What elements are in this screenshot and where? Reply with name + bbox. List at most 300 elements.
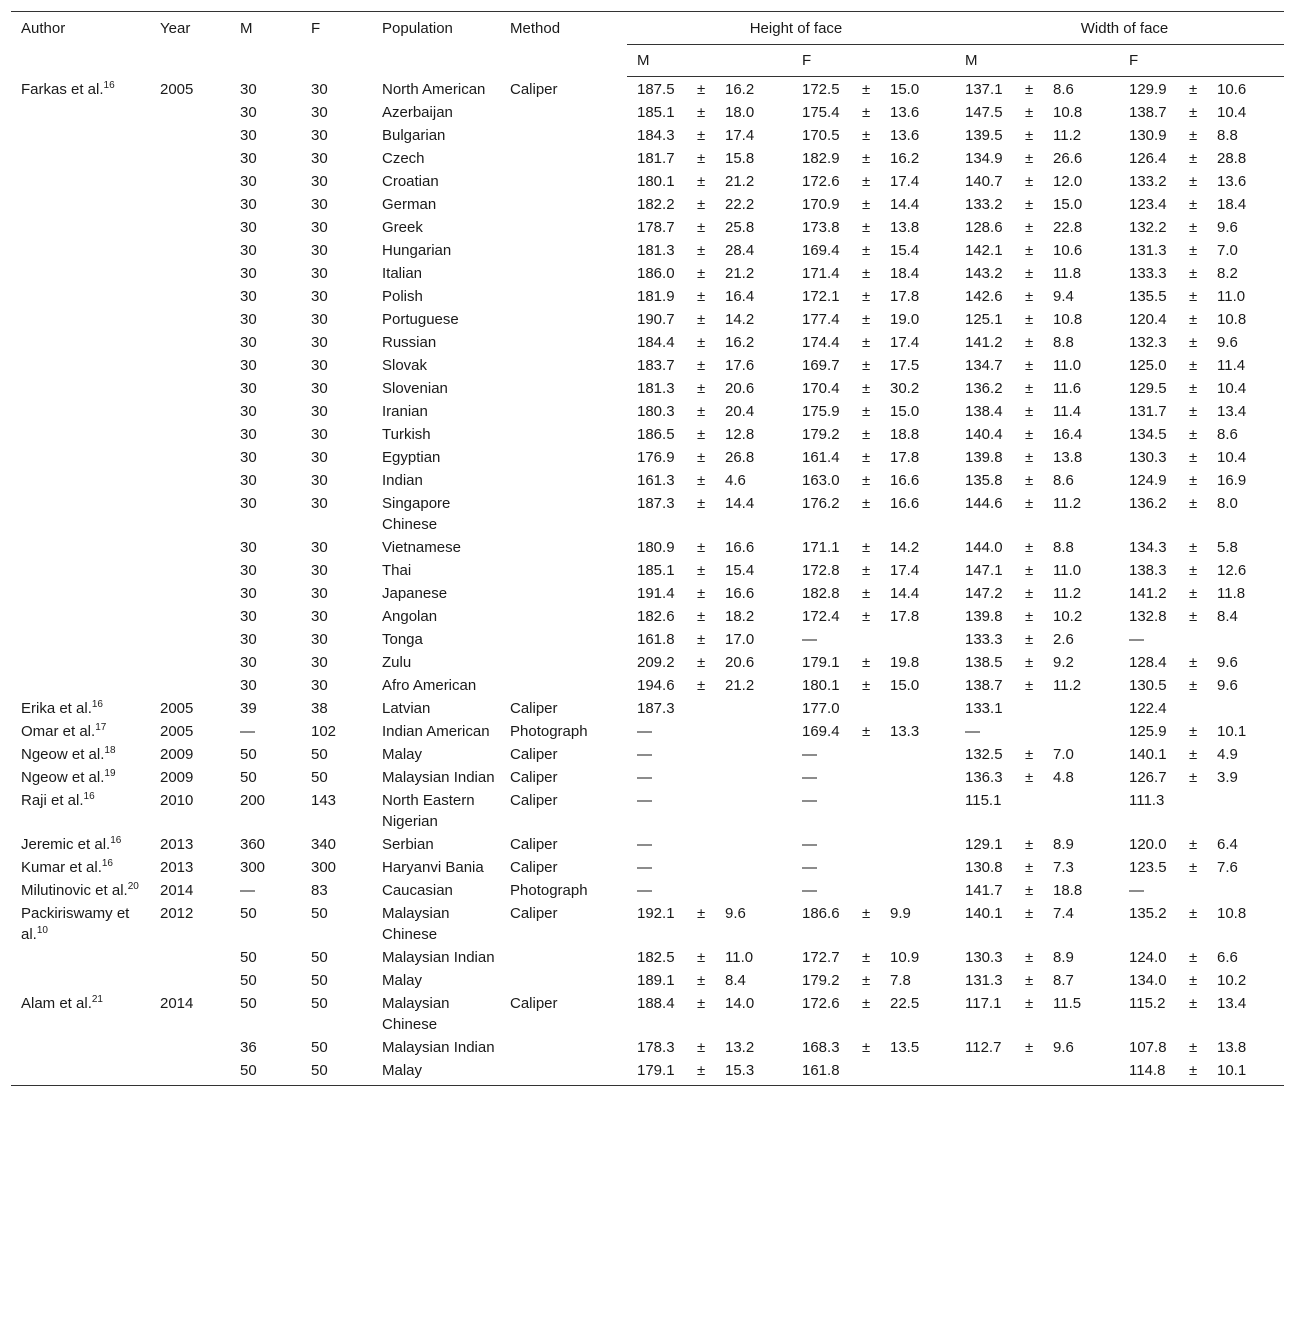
sd-value: 10.8 — [1217, 311, 1247, 328]
mean-value: 130.5 — [1129, 677, 1167, 694]
height-male-cell — [627, 721, 792, 744]
year-cell: 2005 — [160, 700, 194, 717]
plus-minus: ± — [862, 472, 871, 489]
plus-minus: ± — [1025, 242, 1034, 259]
sd-value: 16.6 — [890, 495, 920, 512]
width-male-cell — [955, 721, 1119, 744]
author-cell — [11, 355, 150, 378]
population-cell: Malaysian Indian — [382, 769, 495, 786]
mean-value: 132.3 — [1129, 334, 1167, 351]
sd-value: 13.6 — [890, 127, 920, 144]
population-cell: Malay — [372, 1060, 500, 1086]
face-dimensions-table — [11, 11, 1284, 1086]
female-count-cell: 30 — [311, 449, 328, 466]
height-male-cell — [627, 332, 792, 355]
mean-value: 182.5 — [637, 949, 675, 966]
mean-value: 186.0 — [637, 265, 675, 282]
author-cell — [11, 834, 150, 857]
year-cell — [150, 447, 230, 470]
female-count-cell: 30 — [311, 104, 328, 121]
mean-value: 133.3 — [965, 631, 1003, 648]
population-cell: Afro American — [382, 677, 477, 694]
width-male-cell — [955, 675, 1119, 698]
width-male-cell — [955, 560, 1119, 583]
height-female-cell — [792, 629, 955, 652]
plus-minus: ± — [862, 972, 871, 989]
author-name: Kumar et al. — [21, 859, 102, 876]
population-cell: Azerbaijan — [382, 104, 453, 121]
population-cell: Egyptian — [382, 449, 441, 466]
female-count-cell: 30 — [311, 173, 328, 190]
plus-minus: ± — [1025, 265, 1034, 282]
plus-minus: ± — [862, 1039, 871, 1056]
method-cell — [500, 470, 627, 493]
height-female-cell — [792, 263, 955, 286]
mean-value: 161.8 — [637, 631, 675, 648]
width-male-cell — [955, 217, 1119, 240]
sd-value: 14.4 — [890, 585, 920, 602]
width-male-cell — [955, 790, 1119, 834]
sd-value: 11.4 — [1217, 357, 1246, 374]
author-cell — [11, 970, 150, 993]
table-row — [11, 606, 1284, 629]
reference-number: 20 — [127, 881, 139, 892]
population-cell: Iranian — [382, 403, 428, 420]
height-female-cell — [792, 947, 955, 970]
sd-value: 10.4 — [1217, 380, 1247, 397]
mean-value: 180.1 — [637, 173, 675, 190]
plus-minus: ± — [1189, 426, 1198, 443]
width-male-cell — [955, 77, 1119, 103]
mean-value: 182.6 — [637, 608, 675, 625]
year-cell — [150, 102, 230, 125]
width-female-cell — [1119, 378, 1284, 401]
mean-value: 134.5 — [1129, 426, 1167, 443]
sd-value: 26.6 — [1053, 150, 1083, 167]
height-female-cell — [792, 880, 955, 903]
height-female-cell — [792, 970, 955, 993]
male-count-cell: 30 — [240, 80, 257, 98]
year-cell — [150, 332, 230, 355]
plus-minus: ± — [1189, 949, 1198, 966]
sd-value: 3.9 — [1217, 769, 1238, 786]
sd-value: 12.6 — [1217, 562, 1247, 579]
year-cell — [150, 171, 230, 194]
sd-value: 13.3 — [890, 723, 920, 740]
year-cell — [150, 629, 230, 652]
width-female-cell — [1119, 834, 1284, 857]
col-height-of-face: Height of face — [627, 12, 955, 45]
height-female-cell — [792, 675, 955, 698]
mean-value: 180.9 — [637, 539, 675, 556]
mean-value: 172.1 — [802, 288, 840, 305]
mean-value: 180.1 — [802, 677, 840, 694]
population-cell: Vietnamese — [382, 539, 461, 556]
plus-minus: ± — [1025, 677, 1034, 694]
method-cell — [500, 629, 627, 652]
sd-value: 17.0 — [725, 631, 755, 648]
plus-minus: ± — [862, 723, 871, 740]
plus-minus: ± — [1189, 127, 1198, 144]
plus-minus: ± — [697, 995, 706, 1012]
mean-value: 141.7 — [965, 882, 1003, 899]
female-count-cell: 30 — [311, 265, 328, 282]
height-male-cell — [627, 194, 792, 217]
width-male-cell — [955, 880, 1119, 903]
author-cell — [11, 263, 150, 286]
sd-value: 9.6 — [1217, 334, 1238, 351]
mean-value: 185.1 — [637, 562, 675, 579]
author-cell — [11, 332, 150, 355]
male-count-cell: 50 — [240, 746, 257, 763]
height-male-cell — [627, 629, 792, 652]
plus-minus: ± — [697, 150, 706, 167]
female-count-cell: 30 — [311, 608, 328, 625]
population-cell: Slovenian — [382, 380, 448, 397]
method-cell — [500, 125, 627, 148]
mean-value: 136.2 — [965, 380, 1003, 397]
author-cell — [11, 171, 150, 194]
plus-minus: ± — [862, 196, 871, 213]
plus-minus: ± — [1189, 836, 1198, 853]
plus-minus: ± — [1189, 196, 1198, 213]
author-cell — [11, 1060, 150, 1086]
plus-minus: ± — [697, 677, 706, 694]
height-female-cell — [792, 447, 955, 470]
plus-minus: ± — [1025, 357, 1034, 374]
population-cell: North Eastern Nigerian — [382, 792, 475, 830]
sd-value: 8.8 — [1053, 334, 1074, 351]
width-female-cell — [1119, 77, 1284, 103]
mean-value: 125.0 — [1129, 357, 1167, 374]
height-male-cell — [627, 1060, 792, 1086]
width-female-cell — [1119, 332, 1284, 355]
mean-value: 190.7 — [637, 311, 675, 328]
plus-minus: ± — [697, 562, 706, 579]
mean-value: 115.2 — [1129, 995, 1166, 1012]
width-female-cell — [1119, 424, 1284, 447]
female-count-cell: 50 — [311, 1039, 328, 1056]
year-cell: 2012 — [160, 905, 194, 922]
male-count-cell: 30 — [240, 677, 257, 694]
width-female-cell — [1119, 698, 1284, 721]
plus-minus: ± — [862, 81, 871, 98]
table-row — [11, 332, 1284, 355]
width-female-cell — [1119, 880, 1284, 903]
male-count-cell: 50 — [240, 905, 257, 922]
sd-value: 12.8 — [725, 426, 755, 443]
sd-value: 16.2 — [890, 150, 920, 167]
plus-minus: ± — [1025, 995, 1034, 1012]
plus-minus: ± — [1189, 173, 1198, 190]
table-row — [11, 1060, 1284, 1086]
height-female-cell — [792, 125, 955, 148]
mean-value: 126.4 — [1129, 150, 1167, 167]
sd-value: 15.0 — [1053, 196, 1083, 213]
population-cell: Tonga — [382, 631, 423, 648]
col-m: M — [230, 12, 301, 77]
width-male-cell — [955, 993, 1119, 1037]
height-male-cell — [627, 424, 792, 447]
mean-value: 132.8 — [1129, 608, 1167, 625]
width-male-cell — [955, 309, 1119, 332]
sd-value: 14.2 — [725, 311, 755, 328]
population-cell: Russian — [382, 334, 437, 351]
mean-value: 161.8 — [802, 1062, 840, 1079]
mean-value: 177.4 — [802, 311, 840, 328]
author-cell — [11, 857, 150, 880]
male-count-cell: 50 — [230, 1060, 301, 1086]
population-cell: Indian American — [382, 723, 490, 740]
sd-value: 8.9 — [1053, 949, 1074, 966]
female-count-cell: 30 — [311, 150, 328, 167]
mean-value: 187.3 — [637, 495, 675, 512]
mean-value: 172.8 — [802, 562, 840, 579]
method-cell — [500, 378, 627, 401]
table-row — [11, 721, 1284, 744]
mean-value: 176.9 — [637, 449, 675, 466]
height-male-cell — [627, 470, 792, 493]
width-female-cell — [1119, 903, 1284, 947]
height-female-cell — [792, 560, 955, 583]
sd-value: 8.7 — [1053, 972, 1074, 989]
mean-value: 125.9 — [1129, 723, 1167, 740]
female-count-cell: 50 — [311, 972, 328, 989]
mean-value: 140.4 — [965, 426, 1003, 443]
table-row — [11, 217, 1284, 240]
width-male-cell — [955, 834, 1119, 857]
mean-value: 147.5 — [965, 104, 1003, 121]
table-row — [11, 171, 1284, 194]
height-male-cell — [627, 993, 792, 1037]
mean-value: 135.8 — [965, 472, 1003, 489]
table-row — [11, 447, 1284, 470]
mean-value: — — [802, 859, 817, 876]
plus-minus: ± — [697, 495, 706, 512]
female-count-cell: 30 — [311, 380, 328, 397]
plus-minus: ± — [697, 631, 706, 648]
male-count-cell: 30 — [240, 426, 257, 443]
year-cell — [150, 286, 230, 309]
plus-minus: ± — [1025, 769, 1034, 786]
year-cell — [150, 560, 230, 583]
plus-minus: ± — [1189, 449, 1198, 466]
population-cell: Hungarian — [382, 242, 452, 259]
plus-minus: ± — [1189, 654, 1198, 671]
table-row — [11, 148, 1284, 171]
width-female-cell — [1119, 102, 1284, 125]
mean-value: 140.7 — [965, 173, 1003, 190]
male-count-cell: 50 — [240, 769, 257, 786]
table-row — [11, 652, 1284, 675]
height-female-cell — [792, 698, 955, 721]
author-name: Alam et al. — [21, 995, 92, 1012]
sd-value: 8.0 — [1217, 495, 1238, 512]
sd-value: 17.6 — [725, 357, 755, 374]
mean-value: 140.1 — [965, 905, 1003, 922]
sd-value: 13.4 — [1217, 403, 1247, 420]
height-female-cell — [792, 606, 955, 629]
plus-minus: ± — [697, 219, 706, 236]
plus-minus: ± — [1189, 242, 1198, 259]
mean-value: 129.9 — [1129, 81, 1167, 98]
sd-value: 16.2 — [725, 81, 755, 98]
method-cell — [500, 447, 627, 470]
plus-minus: ± — [1025, 495, 1034, 512]
year-cell: 2010 — [160, 792, 194, 809]
sd-value: 17.4 — [890, 173, 920, 190]
mean-value: 132.5 — [965, 746, 1003, 763]
author-cell — [11, 629, 150, 652]
height-female-cell — [792, 1037, 955, 1060]
sd-value: 18.8 — [890, 426, 920, 443]
year-cell — [150, 217, 230, 240]
method-cell — [500, 606, 627, 629]
height-female-cell — [792, 286, 955, 309]
table-row — [11, 125, 1284, 148]
table-row — [11, 240, 1284, 263]
width-female-cell — [1119, 240, 1284, 263]
col-method: Method — [500, 12, 627, 77]
height-male-cell — [627, 834, 792, 857]
width-female-cell — [1119, 309, 1284, 332]
plus-minus: ± — [1189, 150, 1198, 167]
sd-value: 7.3 — [1053, 859, 1074, 876]
table-row — [11, 309, 1284, 332]
table-row — [11, 857, 1284, 880]
sd-value: 11.8 — [1053, 265, 1082, 282]
author-name: Ngeow et al. — [21, 769, 105, 786]
plus-minus: ± — [1025, 585, 1034, 602]
sd-value: 8.9 — [1053, 836, 1074, 853]
method-cell — [500, 240, 627, 263]
author-cell — [11, 240, 150, 263]
mean-value: 129.1 — [965, 836, 1003, 853]
mean-value: 138.3 — [1129, 562, 1167, 579]
sd-value: 8.8 — [1217, 127, 1238, 144]
width-male-cell — [955, 857, 1119, 880]
sd-value: 13.5 — [890, 1039, 920, 1056]
plus-minus: ± — [697, 539, 706, 556]
mean-value: 182.8 — [802, 585, 840, 602]
mean-value: 171.1 — [802, 539, 840, 556]
sd-value: 8.6 — [1053, 472, 1074, 489]
plus-minus: ± — [1025, 882, 1034, 899]
height-male-cell — [627, 401, 792, 424]
year-cell — [150, 125, 230, 148]
sd-value: 10.8 — [1217, 905, 1247, 922]
reference-number: 18 — [104, 745, 116, 756]
height-female-cell — [792, 993, 955, 1037]
mean-value: 179.2 — [802, 426, 840, 443]
male-count-cell: 30 — [240, 265, 257, 282]
height-male-cell — [627, 606, 792, 629]
sd-value: 30.2 — [890, 380, 920, 397]
mean-value: 131.7 — [1129, 403, 1167, 420]
mean-value: 181.9 — [637, 288, 675, 305]
sd-value: 4.9 — [1217, 746, 1238, 763]
sd-value: 17.5 — [890, 357, 920, 374]
width-female-cell — [1119, 767, 1284, 790]
method-cell — [500, 148, 627, 171]
female-count-cell: 50 — [311, 949, 328, 966]
reference-number: 16 — [91, 699, 103, 710]
male-count-cell: 30 — [240, 242, 257, 259]
sd-value: 10.8 — [1053, 104, 1083, 121]
plus-minus: ± — [1189, 677, 1198, 694]
year-cell: 2005 — [160, 723, 194, 740]
plus-minus: ± — [697, 1039, 706, 1056]
author-cell — [11, 675, 150, 698]
plus-minus: ± — [697, 311, 706, 328]
plus-minus: ± — [1189, 495, 1198, 512]
height-female-cell — [792, 102, 955, 125]
female-count-cell: 30 — [311, 631, 328, 648]
width-female-cell — [1119, 493, 1284, 537]
mean-value: 161.3 — [637, 472, 675, 489]
plus-minus: ± — [1189, 972, 1198, 989]
plus-minus: ± — [862, 219, 871, 236]
width-female-cell — [1119, 125, 1284, 148]
plus-minus: ± — [1189, 380, 1198, 397]
mean-value: 182.9 — [802, 150, 840, 167]
plus-minus: ± — [862, 311, 871, 328]
height-male-cell — [627, 744, 792, 767]
author-cell — [11, 493, 150, 537]
height-female-cell — [792, 744, 955, 767]
plus-minus: ± — [697, 472, 706, 489]
mean-value: 181.3 — [637, 380, 675, 397]
population-cell: Malaysian Chinese — [382, 905, 450, 943]
mean-value: 189.1 — [637, 972, 675, 989]
male-count-cell: 50 — [240, 995, 257, 1012]
width-female-cell — [1119, 721, 1284, 744]
width-male-cell — [955, 652, 1119, 675]
population-cell: Malaysian Indian — [382, 1039, 495, 1056]
male-count-cell: 30 — [240, 472, 257, 489]
width-male-cell — [955, 102, 1119, 125]
plus-minus: ± — [862, 150, 871, 167]
sd-value: 14.4 — [725, 495, 755, 512]
mean-value: 186.6 — [802, 905, 840, 922]
method-cell: Caliper — [510, 995, 558, 1012]
mean-value: 192.1 — [637, 905, 675, 922]
year-cell — [150, 194, 230, 217]
width-male-cell — [955, 401, 1119, 424]
year-cell — [150, 606, 230, 629]
width-female-cell — [1119, 1037, 1284, 1060]
method-cell — [500, 171, 627, 194]
male-count-cell: 30 — [240, 196, 257, 213]
sd-value: 15.8 — [725, 150, 755, 167]
female-count-cell: 50 — [301, 1060, 372, 1086]
height-male-cell — [627, 857, 792, 880]
female-count-cell: 30 — [311, 472, 328, 489]
plus-minus: ± — [697, 357, 706, 374]
sd-value: 4.6 — [725, 472, 746, 489]
sd-value: 16.6 — [725, 539, 755, 556]
height-female-cell — [792, 493, 955, 537]
female-count-cell: 143 — [311, 792, 337, 809]
population-cell: Italian — [382, 265, 423, 282]
mean-value: 184.3 — [637, 127, 675, 144]
author-cell — [11, 903, 150, 947]
table-row — [11, 355, 1284, 378]
year-cell: 2009 — [160, 769, 194, 786]
plus-minus: ± — [697, 949, 706, 966]
plus-minus: ± — [697, 972, 706, 989]
plus-minus: ± — [697, 127, 706, 144]
